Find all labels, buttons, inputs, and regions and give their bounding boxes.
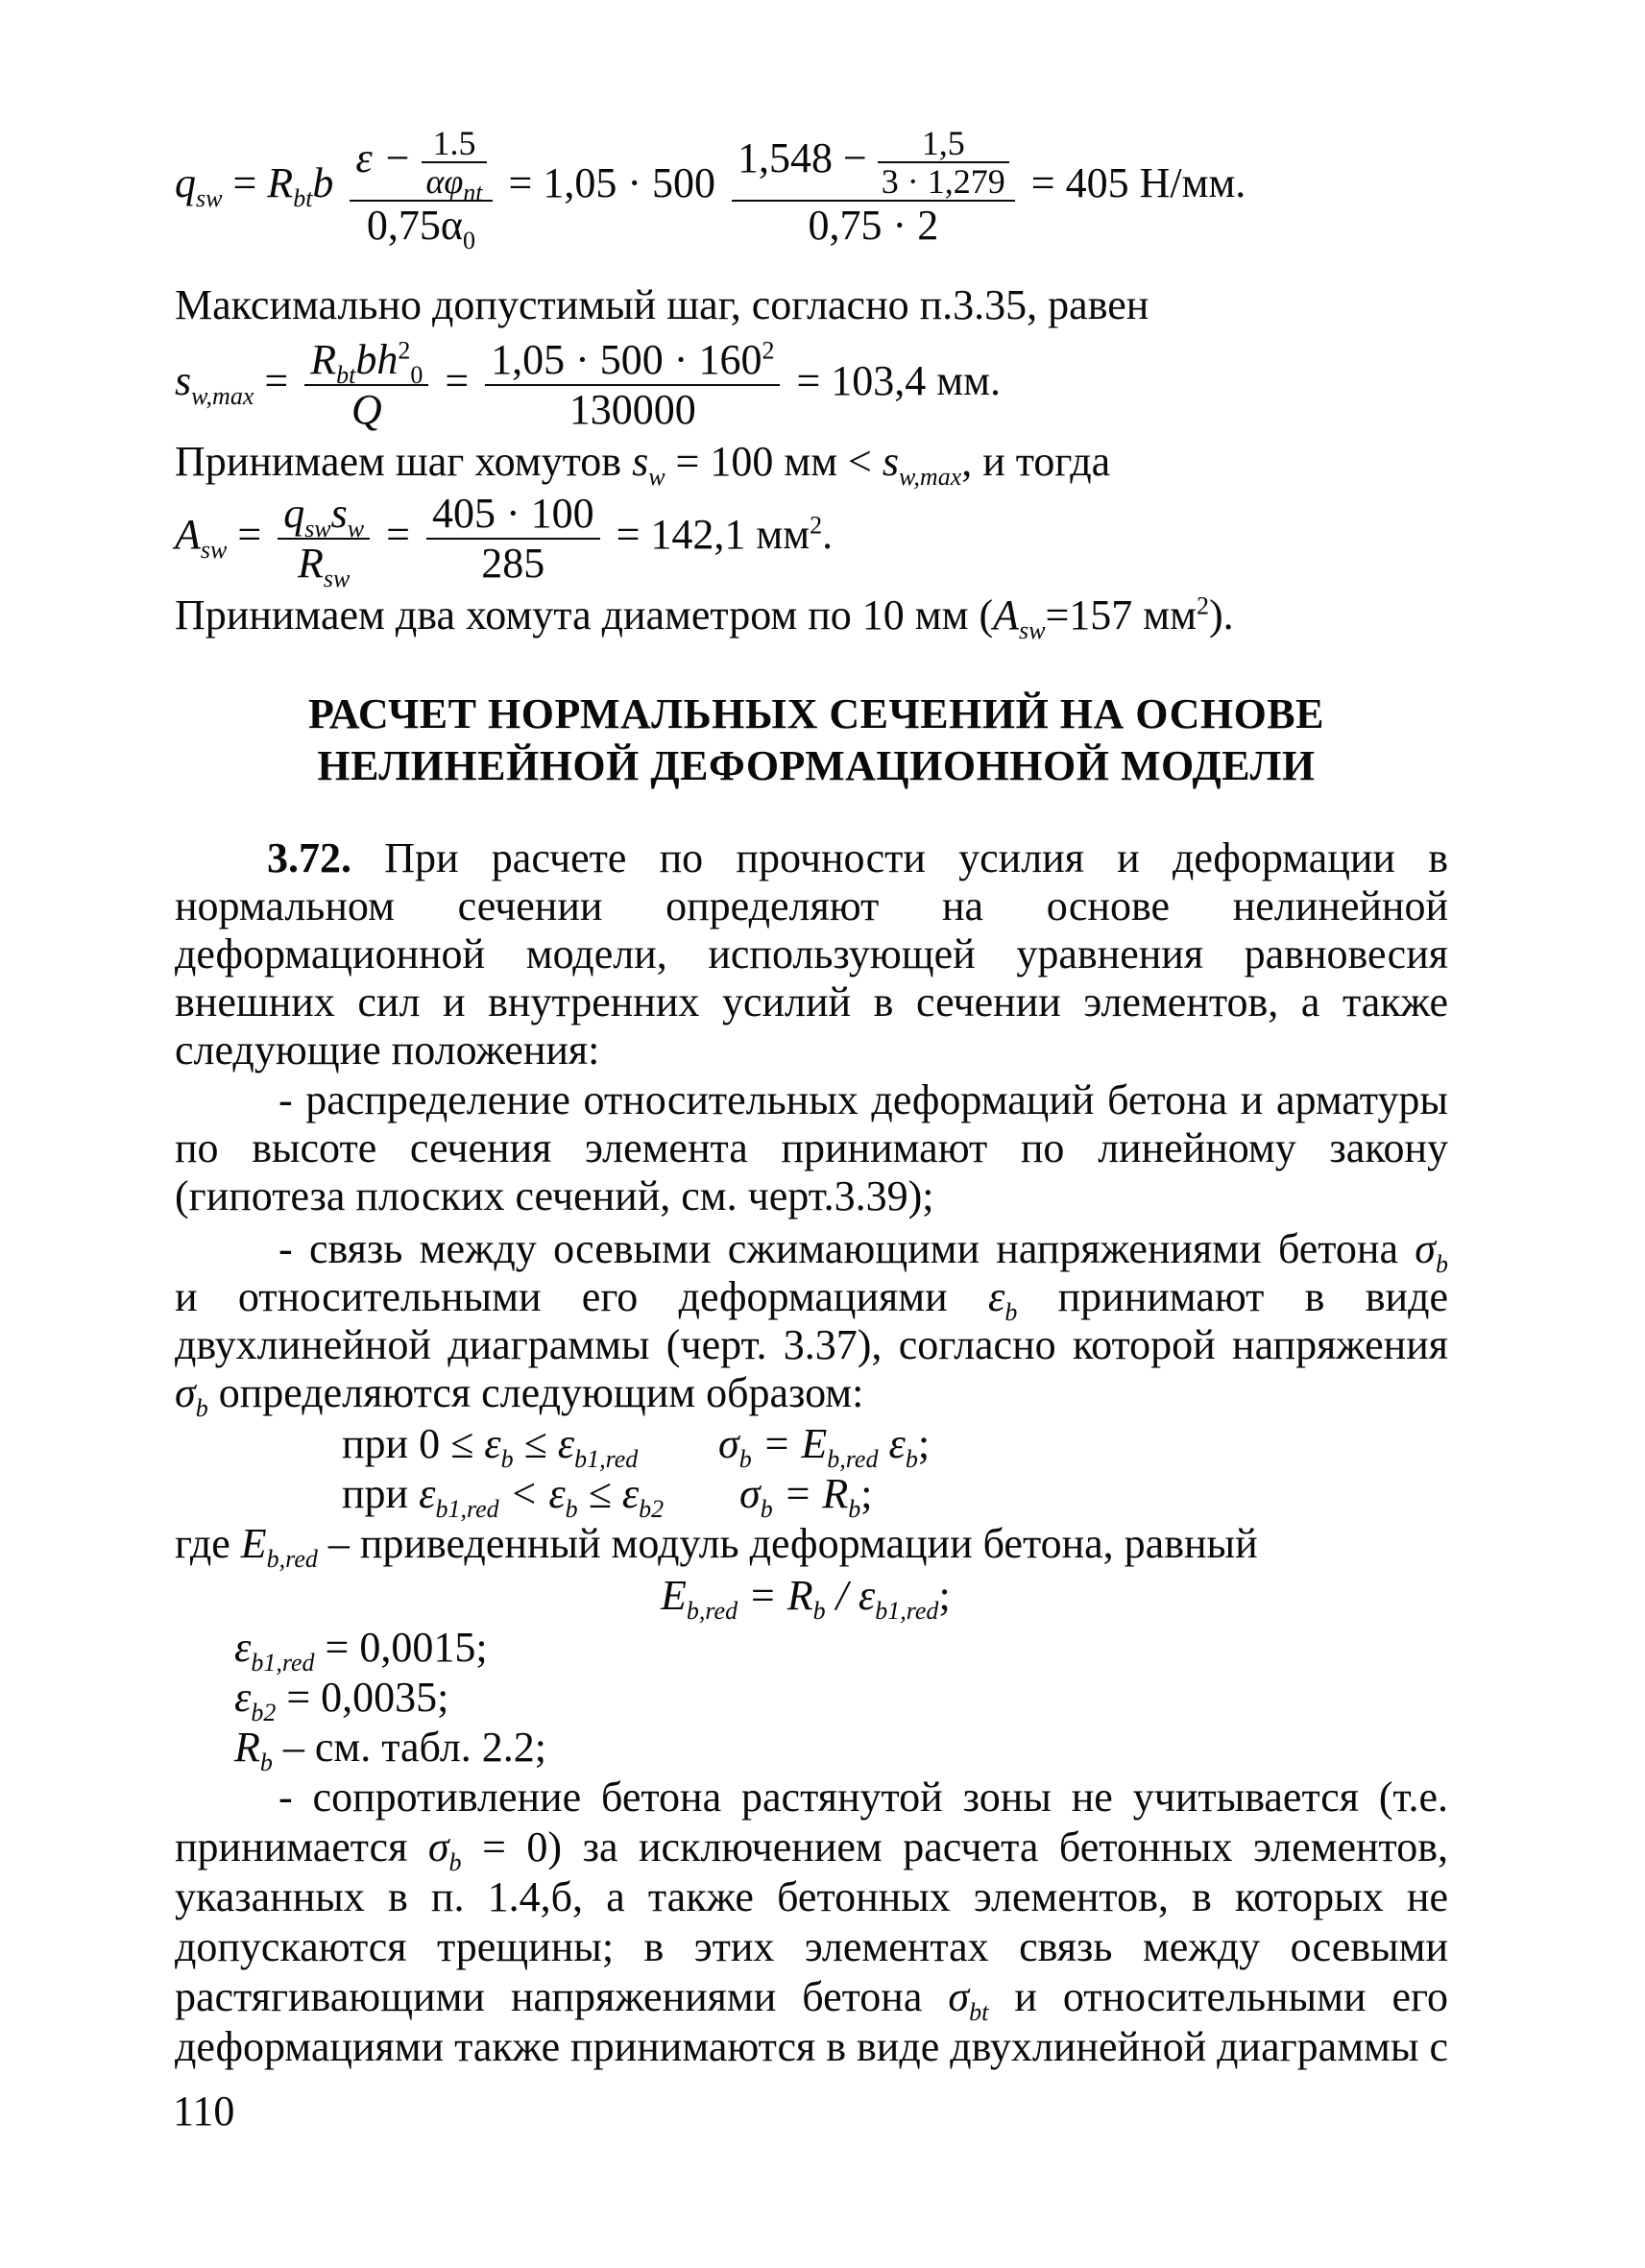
bullet-line: растягивающими напряжениями бетона $\sigma_{bt}$ и относительными его <box>175 1973 1448 2026</box>
piecewise-rhs-2: $\sigma_b = R_b$; <box>739 1470 873 1523</box>
section-heading-line2: НЕЛИНЕЙНОЙ ДЕФОРМАЦИОННОЙ МОДЕЛИ <box>317 742 1316 789</box>
bullet-line: и относительными его деформациями $\varepsilon_b$ принимают в виде <box>175 1273 1448 1326</box>
formula-qsw: $q_{sw} = R_{bt}b$ ε − 1.5 $\alpha\varphi_{nt}$ $0,75\alpha_0$ = 1,05 · 500 1,548 − $\frac{1,5}{3 \cdot 1,279}$ 0,75 · 2 = 405 Н/мм. <box>175 124 1246 254</box>
qsw-symbol: q <box>175 159 196 207</box>
bullet-line: - распределение относительных деформаций бетона и арматуры <box>278 1076 1448 1123</box>
formula-asw: $A_{sw}$ = $\frac{q_{sw}s_w}{R_{sw}}$ = $\frac{405 \cdot 100}{285}$ = 142,1 $мм^2$. <box>175 490 834 592</box>
eps2-value: $\varepsilon_{b2} = 0,0035$; <box>234 1674 449 1726</box>
bullet-line: (гипотеза плоских сечений, см. черт.3.39); <box>175 1172 934 1219</box>
ebred-formula: $E_{b,red} = R_b / \varepsilon_{b1,red}$; <box>661 1572 951 1625</box>
bullet-line: деформациями также принимаются в виде двухлинейной диаграммы с <box>175 2023 1448 2070</box>
qsw-fraction-numeric: 1,548 − $\frac{1,5}{3 \cdot 1,279}$ 0,75 · 2 <box>732 125 1015 250</box>
bullet-line: - сопротивление бетона растянутой зоны не учитывается (т.е. <box>278 1773 1448 1821</box>
section-heading-line1: РАСЧЕТ НОРМАЛЬНЫХ СЕЧЕНИЙ НА ОСНОВЕ <box>308 690 1324 737</box>
rb-reference: $R_b$ – см. табл. 2.2; <box>234 1724 547 1776</box>
bullet-line: допускаются трещины; в этих элементах связь между осевыми <box>175 1923 1448 1970</box>
paragraph-line: 3.72. При расчете по прочности усилия и деформации в <box>267 834 1448 881</box>
piecewise-rhs-1: $\sigma_b = E_{b,red}$ $\varepsilon_b$; <box>718 1420 931 1473</box>
page-number: 110 <box>173 2087 235 2135</box>
two-stirrups-text: Принимаем два хомута диаметром по 10 мм ($A_{sw}=157$ $мм^2$). <box>175 591 1234 644</box>
bullet-line: по высоте сечения элемента принимают по линейному закону <box>175 1124 1448 1171</box>
accept-step-text: Принимаем шаг хомутов $s_w = 100$ мм < $s_{w,max}$, и тогда <box>175 438 1111 491</box>
where-line: где $E_{b,red}$ – приведенный модуль деформации бетона, равный <box>175 1520 1258 1573</box>
bullet-line: двухлинейной диаграммы (черт. 3.37), согласно которой напряжения <box>175 1321 1448 1368</box>
formula-sw-max: $s_{w,max}$ = $\frac{R_{bt}bh^2_0}{Q}$ = $\frac{1,05 \cdot 500 \cdot 160^2}{130000}$ = 103,4 мм. <box>175 336 1001 433</box>
bullet-line: - связь между осевыми сжимающими напряжениями бетона $\sigma_b$ <box>278 1225 1448 1278</box>
bullet-line: $\sigma_b$ определяются следующим образом: <box>175 1369 864 1422</box>
paragraph-line: следующие положения: <box>175 1026 600 1074</box>
max-step-text: Максимально допустимый шаг, согласно п.3.35, равен <box>175 281 1149 328</box>
paragraph-line: нормальном сечении определяют на основе нелинейной <box>175 882 1448 929</box>
bullet-line: принимается $\sigma_b = 0$) за исключением расчета бетонных элементов, <box>175 1823 1448 1876</box>
eps1-value: $\varepsilon_{b1,red} = 0,0015$; <box>234 1624 488 1677</box>
qsw-fraction-symbolic: ε − 1.5 $\alpha\varphi_{nt}$ $0,75\alpha_0$ <box>350 125 492 250</box>
piecewise-line-2: при $\varepsilon_{b1,red} < \varepsilon_b \le \varepsilon_{b2}$ <box>342 1470 665 1523</box>
paragraph-line: деформационной модели, использующей уравнения равновесия <box>175 930 1448 977</box>
paragraph-line: внешних сил и внутренних усилий в сечении элементов, а также <box>175 978 1448 1025</box>
piecewise-line-1: при $0 \le \varepsilon_b \le \varepsilon_{b1,red}$ <box>342 1420 639 1473</box>
bullet-line: указанных в п. 1.4,б, а также бетонных элементов, в которых не <box>175 1873 1448 1920</box>
